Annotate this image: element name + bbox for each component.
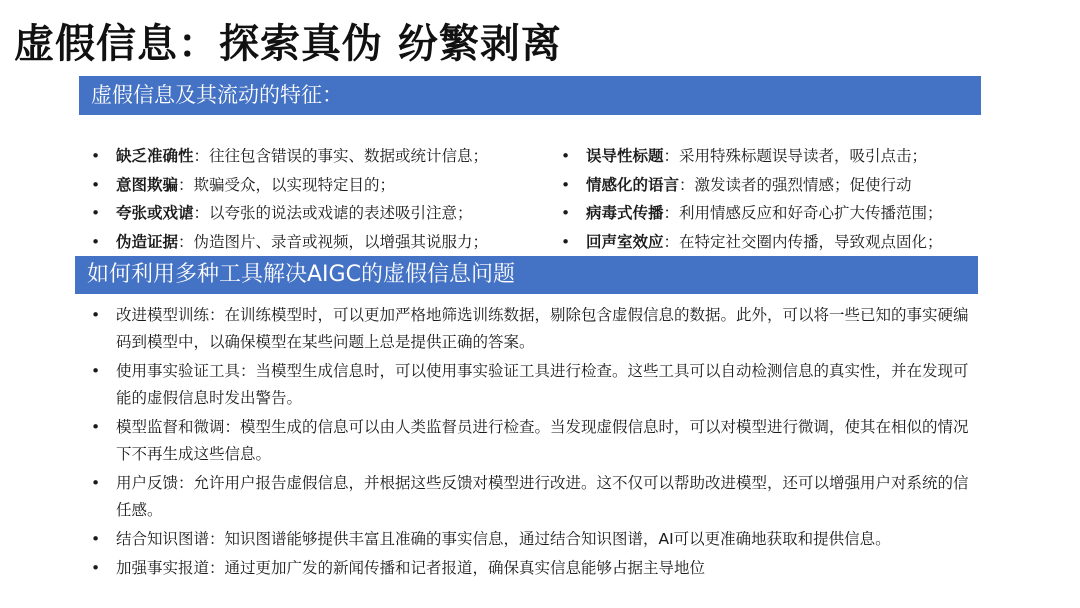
list-item	[91, 171, 488, 200]
list-item: • 用户反馈：允许用户报告虚假信息，并根据这些反馈对模型进行改进。这不仅可以帮助改进模型，还可以增强用户对系统的信任感。	[91, 470, 981, 524]
feature-term: 夸张或戏谑	[116, 204, 194, 222]
feature-term: 误导性标题	[586, 147, 664, 165]
solutions-list	[91, 302, 981, 584]
feature-term: 回声室效应	[586, 232, 664, 251]
list-item	[91, 142, 488, 171]
list-item: • 结合知识图谱：知识图谱能够提供丰富且准确的事实信息，通过结合知识图谱，AI可以更准确地获取和提供信息。	[91, 526, 981, 553]
list-item	[561, 199, 943, 228]
list-item: • 加强事实报道：通过更加广发的新闻传播和记者报道，确保真实信息能够占据主导地位	[91, 555, 981, 582]
list-item: • 模型监督和微调：模型生成的信息可以由人类监督员进行检查。当发现虚假信息时，可以对模型进行微调，使其在相似的情况下不再生成这些信息。	[91, 414, 981, 468]
feature-desc: ：利用情感反应和好奇心扩大传播范围；	[663, 204, 943, 222]
features-list-right	[561, 142, 943, 256]
feature-term: 伪造证据	[116, 232, 179, 251]
section-heading-features: 虚假信息及其流动的特征：	[79, 76, 981, 115]
feature-desc: ：激发读者的强烈情感；促使行动	[679, 175, 912, 194]
feature-term: 病毒式传播	[586, 204, 664, 222]
list-item	[561, 171, 943, 200]
list-item: • 改进模型训练：在训练模型时，可以更加严格地筛选训练数据，剔除包含虚假信息的数据。此外，可以将一些已知的事实硬编码到模型中，以确保模型在某些问题上总是提供正确的答案。	[91, 302, 981, 356]
list-item	[561, 228, 943, 257]
list-item: • 使用事实验证工具：当模型生成信息时，可以使用事实验证工具进行检查。这些工具可以自动检测信息的真实性，并在发现可能的虚假信息时发出警告。	[91, 358, 981, 412]
feature-desc: ：往往包含错误的事实、数据或统计信息；	[193, 147, 489, 165]
feature-term: 情感化的语言	[586, 175, 680, 194]
list-item	[91, 228, 488, 257]
feature-desc: ：以夸张的说法或戏谑的表述吸引注意；	[193, 204, 473, 222]
feature-term: 意图欺骗	[116, 175, 179, 194]
list-item	[91, 199, 488, 228]
feature-desc: ：在特定社交圈内传播，导致观点固化；	[663, 232, 943, 251]
page-title: 虚假信息：探索真伪 纷繁剥离	[14, 21, 562, 67]
feature-desc: ：伪造图片、录音或视频，以增强其说服力；	[178, 232, 489, 251]
feature-desc: ：欺骗受众，以实现特定目的；	[178, 175, 396, 194]
list-item	[561, 142, 943, 171]
feature-desc: ：采用特殊标题误导读者，吸引点击；	[663, 147, 928, 165]
section-heading-solutions: 如何利用多种工具解决AIGC的虚假信息问题	[75, 256, 978, 294]
features-list-left	[91, 142, 488, 256]
feature-term: 缺乏准确性	[116, 147, 194, 165]
